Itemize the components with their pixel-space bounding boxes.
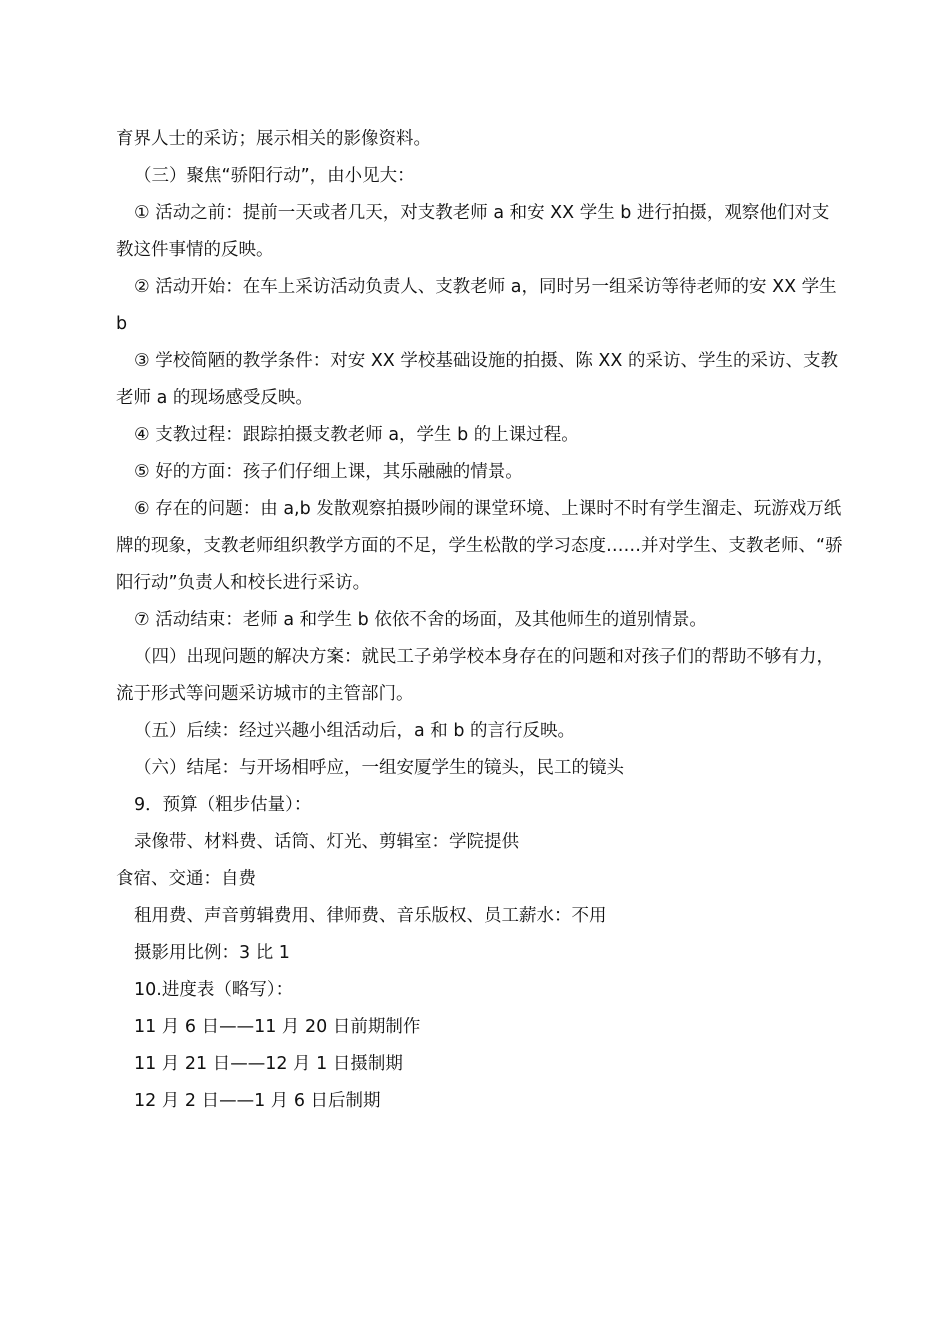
paragraph-continuation: 育界人士的采访；展示相关的影像资料。	[116, 129, 431, 149]
item-6-problems: ⑥ 存在的问题：由 a,b 发散观察拍摄吵闹的课堂环境、上课时不时有学生溜走、玩游戏万纸牌的现象，支教老师组织教学方面的不足，学生松散的学习态度……并对学生、支教老师、“骄阳行动”负责人和校长进行采访。	[116, 499, 843, 593]
section-5-follow-up: （五）后续：经过兴趣小组活动后，a 和 b 的言行反映。	[134, 721, 576, 741]
item-3-school-conditions: ③ 学校简陋的教学条件：对安 XX 学校基础设施的拍摄、陈 XX 的采访、学生的采访、支教老师 a 的现场感受反映。	[116, 351, 838, 408]
section-6-ending: （六）结尾：与开场相呼应，一组安厦学生的镜头，民工的镜头	[134, 758, 624, 778]
item-1-before-activity: ① 活动之前：提前一天或者几天，对支教老师 a 和安 XX 学生 b 进行拍摄，观察他们对支教这件事情的反映。	[116, 203, 830, 260]
document-body	[116, 121, 844, 1120]
budget-line-rental: 租用费、声音剪辑费用、律师费、音乐版权、员工薪水：不用	[134, 906, 607, 926]
item-5-positive-aspects: ⑤ 好的方面：孩子们仔细上课，其乐融融的情景。	[134, 462, 523, 482]
schedule-postproduction: 12 月 2 日——1 月 6 日后制期	[134, 1091, 381, 1111]
budget-line-ratio: 摄影用比例：3 比 1	[134, 943, 290, 963]
budget-heading: 9．预算（粗步估量）：	[134, 795, 312, 815]
item-4-teaching-process: ④ 支教过程：跟踪拍摄支教老师 a，学生 b 的上课过程。	[134, 425, 579, 445]
schedule-heading: 10.进度表（略写）：	[134, 980, 294, 1000]
section-4-solutions: （四）出现问题的解决方案：就民工子弟学校本身存在的问题和对孩子们的帮助不够有力，流于形式等问题采访城市的主管部门。	[116, 647, 834, 704]
schedule-production: 11 月 21 日——12 月 1 日摄制期	[134, 1054, 403, 1074]
item-2-activity-start: ② 活动开始：在车上采访活动负责人、支教老师 a，同时另一组采访等待老师的安 XX 学生 b	[116, 277, 837, 334]
item-7-activity-end: ⑦ 活动结束：老师 a 和学生 b 依依不舍的场面，及其他师生的道别情景。	[134, 610, 707, 630]
budget-line-equipment: 录像带、材料费、话筒、灯光、剪辑室：学院提供	[134, 832, 519, 852]
schedule-preproduction: 11 月 6 日——11 月 20 日前期制作	[134, 1017, 421, 1037]
section-heading-3: （三）聚焦“骄阳行动”，由小见大：	[134, 166, 415, 186]
budget-line-lodging: 食宿、交通：自费	[116, 869, 256, 889]
